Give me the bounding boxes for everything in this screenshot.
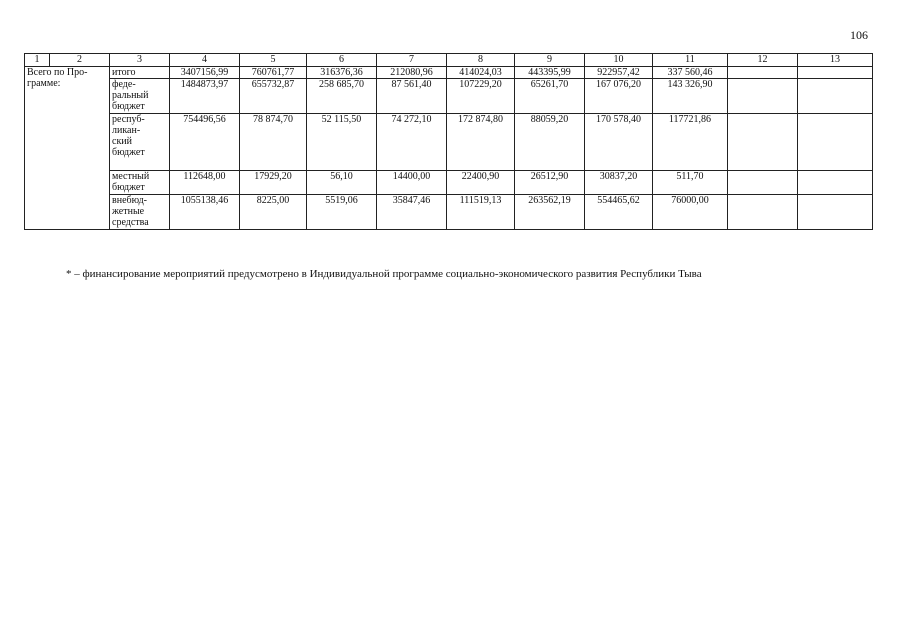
table-cell: 65261,70	[515, 79, 585, 114]
table-cell	[728, 171, 798, 195]
table-cell: 74 272,10	[377, 114, 447, 171]
column-number: 12	[728, 54, 798, 67]
table-cell: 26512,90	[515, 171, 585, 195]
table-cell: 922957,42	[585, 67, 653, 79]
column-number: 8	[447, 54, 515, 67]
table-cell: 8225,00	[240, 195, 307, 230]
column-number: 1	[25, 54, 50, 67]
table-cell	[798, 79, 873, 114]
table-cell	[728, 67, 798, 79]
table-cell: 17929,20	[240, 171, 307, 195]
table-row	[25, 79, 873, 114]
column-number: 2	[50, 54, 110, 67]
table-row	[25, 171, 873, 195]
column-number: 5	[240, 54, 307, 67]
column-number: 3	[110, 54, 170, 67]
table-cell: 112648,00	[170, 171, 240, 195]
table-cell: 212080,96	[377, 67, 447, 79]
table-cell: 170 578,40	[585, 114, 653, 171]
table-cell: 337 560,46	[653, 67, 728, 79]
table-cell: 76000,00	[653, 195, 728, 230]
table-cell: 258 685,70	[307, 79, 377, 114]
table-cell: 87 561,40	[377, 79, 447, 114]
table-row	[25, 195, 873, 230]
group-label-text: Всего по Про- грамме:	[27, 67, 88, 89]
column-number: 13	[798, 54, 873, 67]
table-cell: 760761,77	[240, 67, 307, 79]
table-cell: 443395,99	[515, 67, 585, 79]
column-number: 10	[585, 54, 653, 67]
table-cell: 316376,36	[307, 67, 377, 79]
row-category: местный бюджет	[110, 171, 170, 195]
table-cell: 1484873,97	[170, 79, 240, 114]
table-cell	[798, 67, 873, 79]
table-cell: 263562,19	[515, 195, 585, 230]
table-row	[25, 67, 873, 79]
table-cell: 14400,00	[377, 171, 447, 195]
table-cell: 1055138,46	[170, 195, 240, 230]
table-cell: 88059,20	[515, 114, 585, 171]
group-label	[25, 67, 110, 230]
table-cell: 5519,06	[307, 195, 377, 230]
table-cell: 111519,13	[447, 195, 515, 230]
table-row	[25, 114, 873, 171]
column-number: 4	[170, 54, 240, 67]
table-cell	[728, 195, 798, 230]
column-number: 9	[515, 54, 585, 67]
row-category: респуб- ликан- ский бюджет	[110, 114, 170, 171]
table-cell	[798, 195, 873, 230]
row-category: феде- ральный бюджет	[110, 79, 170, 114]
table-cell: 414024,03	[447, 67, 515, 79]
table-cell: 22400,90	[447, 171, 515, 195]
column-number: 7	[377, 54, 447, 67]
table-cell	[798, 171, 873, 195]
budget-table	[24, 53, 873, 230]
table-cell: 52 115,50	[307, 114, 377, 171]
row-category: итого	[110, 67, 170, 79]
table-cell: 167 076,20	[585, 79, 653, 114]
column-number: 6	[307, 54, 377, 67]
table-cell	[728, 79, 798, 114]
table-cell: 172 874,80	[447, 114, 515, 171]
table-cell: 511,70	[653, 171, 728, 195]
footnote: * – финансирование мероприятий предусмотрено в Индивидуальной программе социально-экономического развития Республики Тыва	[66, 268, 702, 280]
column-number: 11	[653, 54, 728, 67]
table-cell	[728, 114, 798, 171]
table-cell: 143 326,90	[653, 79, 728, 114]
table-cell: 30837,20	[585, 171, 653, 195]
table-cell: 554465,62	[585, 195, 653, 230]
page-number: 106	[850, 28, 868, 42]
table-cell: 754496,56	[170, 114, 240, 171]
table-cell: 655732,87	[240, 79, 307, 114]
table-cell: 117721,86	[653, 114, 728, 171]
column-number-row	[25, 54, 873, 67]
row-category: внебюд- жетные средства	[110, 195, 170, 230]
table-cell: 78 874,70	[240, 114, 307, 171]
table-cell: 107229,20	[447, 79, 515, 114]
table-cell: 3407156,99	[170, 67, 240, 79]
table-cell: 35847,46	[377, 195, 447, 230]
table-cell	[798, 114, 873, 171]
table-cell: 56,10	[307, 171, 377, 195]
